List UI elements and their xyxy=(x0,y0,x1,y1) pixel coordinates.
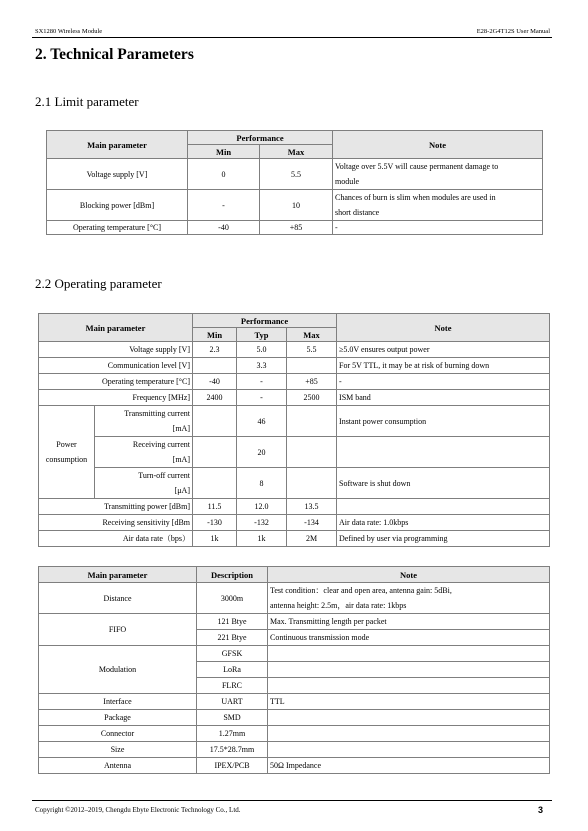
table-row xyxy=(39,499,550,515)
section1-title: 2.1 Limit parameter xyxy=(35,94,139,109)
max-cell: 10 xyxy=(260,190,333,221)
typ-cell: 46 xyxy=(237,406,287,437)
note-line: short distance xyxy=(335,208,380,217)
typ-cell: 5.0 xyxy=(237,342,287,358)
note-line: module xyxy=(335,177,360,186)
desc-cell: UART xyxy=(197,694,268,710)
group-line: Power xyxy=(56,440,77,449)
section2-title: 2.2 Operating parameter xyxy=(35,276,162,291)
note-cell xyxy=(337,437,550,468)
param-unit: [mA] xyxy=(172,424,190,433)
table-row xyxy=(39,515,550,531)
param-cell: Frequency [MHz] xyxy=(39,390,193,406)
header-main-parameter: Main parameter xyxy=(39,314,193,342)
min-cell: - xyxy=(188,190,260,221)
table-row xyxy=(39,758,550,774)
max-cell: +85 xyxy=(260,221,333,235)
table-row xyxy=(39,614,550,630)
header-left: SX1280 Wireless Module xyxy=(35,28,103,35)
note-cell: Air data rate: 1.0kbps xyxy=(337,515,550,531)
table-row xyxy=(39,742,550,758)
param-cell: Transmitting power [dBm] xyxy=(39,499,193,515)
note-cell: 50Ω Impedance xyxy=(268,758,550,774)
min-cell: 0 xyxy=(188,159,260,190)
param-cell: Connector xyxy=(39,726,197,742)
max-cell: 2500 xyxy=(287,390,337,406)
header-note: Note xyxy=(333,131,543,159)
limit-parameter-table xyxy=(46,130,543,235)
table-row xyxy=(39,358,550,374)
param-cell: Package xyxy=(39,710,197,726)
desc-cell: SMD xyxy=(197,710,268,726)
typ-cell: -132 xyxy=(237,515,287,531)
note-cell: Max. Transmitting length per packet xyxy=(268,614,550,630)
min-cell: 2.3 xyxy=(193,342,237,358)
note-cell xyxy=(333,159,543,190)
desc-cell: IPEX/PCB xyxy=(197,758,268,774)
operating-parameter-table xyxy=(38,313,550,547)
min-cell: 2400 xyxy=(193,390,237,406)
param-cell xyxy=(95,468,193,499)
table-row xyxy=(39,583,550,614)
page-number: 3 xyxy=(537,805,543,815)
desc-cell: 121 Btye xyxy=(197,614,268,630)
note-cell xyxy=(268,742,550,758)
header-performance: Performance xyxy=(193,314,337,328)
max-cell: 5.5 xyxy=(287,342,337,358)
typ-cell: 3.3 xyxy=(237,358,287,374)
note-cell xyxy=(337,499,550,515)
desc-cell: 1.27mm xyxy=(197,726,268,742)
note-cell: Continuous transmission mode xyxy=(268,630,550,646)
param-cell: Air data rate（bps） xyxy=(39,531,193,547)
desc-cell: FLRC xyxy=(197,678,268,694)
table-row xyxy=(47,159,543,190)
note-cell: ISM band xyxy=(337,390,550,406)
table-row xyxy=(39,694,550,710)
table-row xyxy=(39,710,550,726)
note-cell xyxy=(268,678,550,694)
power-consumption-group xyxy=(39,406,95,499)
table-row xyxy=(47,190,543,221)
param-cell: Antenna xyxy=(39,758,197,774)
table-row xyxy=(39,531,550,547)
header-note: Note xyxy=(268,567,550,583)
param-cell: Communication level [V] xyxy=(39,358,193,374)
note-cell: - xyxy=(333,221,543,235)
note-line: antenna height: 2.5m，air data rate: 1kbps xyxy=(270,601,407,610)
min-cell xyxy=(193,437,237,468)
note-cell: TTL xyxy=(268,694,550,710)
typ-cell: 12.0 xyxy=(237,499,287,515)
max-cell xyxy=(287,437,337,468)
header-min: Min xyxy=(188,145,260,159)
param-cell: Blocking power [dBm] xyxy=(47,190,188,221)
page-title: 2. Technical Parameters xyxy=(35,46,194,63)
header-description: Description xyxy=(197,567,268,583)
table-row xyxy=(39,342,550,358)
typ-cell: 8 xyxy=(237,468,287,499)
param-cell: Voltage supply [V] xyxy=(47,159,188,190)
desc-cell: 221 Btye xyxy=(197,630,268,646)
param-cell: Receiving sensitivity [dBm xyxy=(39,515,193,531)
table-row xyxy=(39,390,550,406)
param-cell: Size xyxy=(39,742,197,758)
note-line: Voltage over 5.5V will cause permanent damage to xyxy=(335,162,499,171)
min-cell xyxy=(193,406,237,437)
table-row xyxy=(39,646,550,662)
desc-cell: LoRa xyxy=(197,662,268,678)
max-cell: 13.5 xyxy=(287,499,337,515)
min-cell: -40 xyxy=(188,221,260,235)
description-table xyxy=(38,566,550,774)
param-cell: Operating temperature [°C] xyxy=(47,221,188,235)
min-cell: 11.5 xyxy=(193,499,237,515)
param-cell: FIFO xyxy=(39,614,197,646)
param-line: Turn-off current xyxy=(138,471,190,480)
max-cell: -134 xyxy=(287,515,337,531)
param-cell: Voltage supply [V] xyxy=(39,342,193,358)
min-cell: -130 xyxy=(193,515,237,531)
note-cell xyxy=(268,710,550,726)
note-cell xyxy=(268,583,550,614)
table-row xyxy=(39,726,550,742)
typ-cell: 1k xyxy=(237,531,287,547)
footer-divider xyxy=(32,800,552,801)
param-cell: Operating temperature [°C] xyxy=(39,374,193,390)
footer-copyright: Copyright ©2012–2019, Chengdu Ebyte Electronic Technology Co., Ltd. xyxy=(35,806,241,814)
table-row xyxy=(39,468,550,499)
desc-cell: 3000m xyxy=(197,583,268,614)
header-max: Max xyxy=(287,328,337,342)
table-row xyxy=(39,437,550,468)
min-cell: 1k xyxy=(193,531,237,547)
note-cell xyxy=(333,190,543,221)
param-cell xyxy=(95,406,193,437)
header-main-parameter: Main parameter xyxy=(47,131,188,159)
note-line: Chances of burn is slim when modules are used in xyxy=(335,193,496,202)
param-cell xyxy=(95,437,193,468)
note-cell: - xyxy=(337,374,550,390)
header-divider xyxy=(32,37,552,38)
max-cell: 5.5 xyxy=(260,159,333,190)
group-line: consumption xyxy=(45,455,88,464)
param-line: Receiving current xyxy=(132,440,190,449)
min-cell: -40 xyxy=(193,374,237,390)
note-cell: Software is shut down xyxy=(337,468,550,499)
header-note: Note xyxy=(337,314,550,342)
desc-cell: 17.5*28.7mm xyxy=(197,742,268,758)
max-cell xyxy=(287,468,337,499)
max-cell: +85 xyxy=(287,374,337,390)
header-performance: Performance xyxy=(188,131,333,145)
typ-cell: 20 xyxy=(237,437,287,468)
min-cell xyxy=(193,358,237,374)
note-cell: ≥5.0V ensures output power xyxy=(337,342,550,358)
param-cell: Distance xyxy=(39,583,197,614)
note-cell xyxy=(268,726,550,742)
param-line: Transmitting current xyxy=(124,409,190,418)
header-min: Min xyxy=(193,328,237,342)
param-unit: [μA] xyxy=(174,486,190,495)
table-row xyxy=(39,406,550,437)
table-row xyxy=(47,221,543,235)
note-cell xyxy=(268,662,550,678)
table-row xyxy=(39,374,550,390)
min-cell xyxy=(193,468,237,499)
header-max: Max xyxy=(260,145,333,159)
typ-cell: - xyxy=(237,390,287,406)
max-cell xyxy=(287,406,337,437)
param-unit: [mA] xyxy=(172,455,190,464)
max-cell: 2M xyxy=(287,531,337,547)
note-cell: Instant power consumption xyxy=(337,406,550,437)
note-line: Test condition：clear and open area, antenna gain: 5dBi, xyxy=(270,586,452,595)
note-cell xyxy=(268,646,550,662)
typ-cell: - xyxy=(237,374,287,390)
note-cell: For 5V TTL, it may be at risk of burning down xyxy=(337,358,550,374)
desc-cell: GFSK xyxy=(197,646,268,662)
param-cell: Modulation xyxy=(39,646,197,694)
note-cell: Defined by user via programming xyxy=(337,531,550,547)
param-cell: Interface xyxy=(39,694,197,710)
max-cell xyxy=(287,358,337,374)
header-right: E28-2G4T12S User Manual xyxy=(476,28,550,35)
header-main-parameter: Main parameter xyxy=(39,567,197,583)
header-typ: Typ xyxy=(237,328,287,342)
